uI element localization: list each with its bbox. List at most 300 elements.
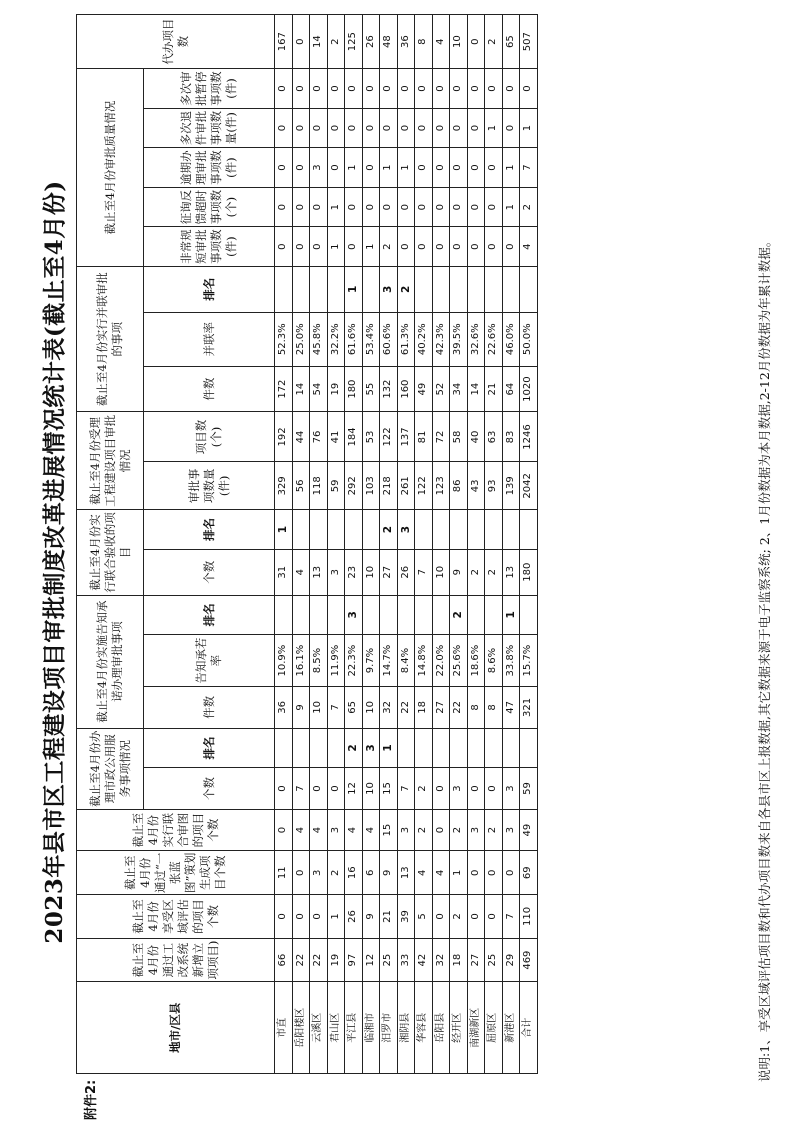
cell-par-rank [502,266,520,312]
cell-par-rank [415,266,433,312]
cell-projects: 53 [362,412,380,462]
cell-regional: 110 [520,895,538,939]
header-joint-review: 截止至4月份实行联合审图的项目个数 [77,809,275,851]
header-utility-group: 截止至4月份办理市政公用服务事项情况 [77,728,144,809]
cell-u-rank [485,728,503,768]
header-parallel-rank: 排名 [144,266,275,312]
cell-u-rank [327,728,345,768]
cell-p-rate: 15.7% [520,635,538,687]
cell-new: 29 [502,938,520,982]
header-quality-group: 截止至4月份审批质量情况 [77,69,144,267]
cell-p-cnt: 10 [310,687,328,729]
cell-regional: 7 [502,895,520,939]
cell-p-rank [362,595,380,635]
cell-blueprint: 13 [397,851,415,895]
header-regional-eval: 截止至4月份享受区域评估的项目个数 [77,895,275,939]
cell-par-rate: 39.5% [450,312,468,366]
cell-u-cnt: 15 [380,768,398,810]
cell-projects: 137 [397,412,415,462]
table-row [327,15,345,1074]
table-row [292,15,310,1074]
cell-u-cnt: 3 [450,768,468,810]
cell-regional: 39 [397,895,415,939]
header-acceptance-group: 截止至4月份实行联合验收的项目 [77,510,144,595]
cell-items: 59 [327,462,345,510]
cell-a-cnt: 27 [380,549,398,595]
cell-new: 25 [380,938,398,982]
cell-agency: 2 [327,15,345,69]
cell-q1: 0 [415,227,433,267]
cell-par-rank [327,266,345,312]
cell-par-cnt: 52 [432,366,450,412]
cell-p-cnt: 27 [432,687,450,729]
cell-q2: 2 [520,187,538,227]
cell-q3: 0 [485,148,503,188]
cell-a-cnt: 2 [467,549,485,595]
cell-joint: 2 [415,809,433,851]
cell-q3: 1 [380,148,398,188]
cell-a-rank: 1 [275,510,293,550]
cell-p-rate: 14.8% [415,635,433,687]
cell-q4: 0 [467,108,485,148]
cell-par-rank [362,266,380,312]
cell-regional: 26 [345,895,363,939]
cell-p-rate: 18.6% [467,635,485,687]
cell-q5: 0 [310,69,328,109]
cell-p-rank [415,595,433,635]
page-title: 2023年县市区工程建设项目审批制度改革进展情况统计表(截止至4月份) [41,180,68,944]
cell-par-rank: 3 [380,266,398,312]
cell-u-rank [520,728,538,768]
cell-u-rank [310,728,328,768]
cell-par-rank [292,266,310,312]
cell-a-rank [345,510,363,550]
cell-q4: 0 [432,108,450,148]
header-accepted-group: 截止至4月份受理工程建设项目审批情况 [77,412,144,510]
cell-joint: 4 [345,809,363,851]
cell-q1: 0 [450,227,468,267]
cell-items: 122 [415,462,433,510]
cell-a-rank [327,510,345,550]
cell-p-rank [380,595,398,635]
cell-par-rate: 61.3% [397,312,415,366]
cell-u-cnt: 12 [345,768,363,810]
table-row [485,15,503,1074]
cell-blueprint: 0 [467,851,485,895]
cell-area: 新港区 [502,982,520,1074]
cell-q1: 0 [502,227,520,267]
cell-new: 42 [415,938,433,982]
cell-par-cnt: 34 [450,366,468,412]
cell-area: 南湖新区 [467,982,485,1074]
cell-p-cnt: 8 [485,687,503,729]
cell-q4: 0 [450,108,468,148]
cell-projects: 40 [467,412,485,462]
cell-q2: 1 [502,187,520,227]
cell-q2: 0 [450,187,468,227]
cell-a-rank [432,510,450,550]
cell-joint: 2 [450,809,468,851]
cell-par-rate: 25.0% [292,312,310,366]
cell-agency: 10 [450,15,468,69]
cell-par-rate: 32.6% [467,312,485,366]
cell-u-cnt: 7 [397,768,415,810]
cell-par-rate: 42.3% [432,312,450,366]
cell-q4: 0 [380,108,398,148]
cell-q4: 1 [485,108,503,148]
cell-p-rate: 22.3% [345,635,363,687]
cell-new: 27 [467,938,485,982]
header-parallel-group: 截止至4月份实行并联审批的事项 [77,266,144,412]
header-new-projects: 截止至4月份通过工改系统新增立项项目) [77,938,275,982]
cell-q2: 0 [485,187,503,227]
header-accepted-items: 审批事项数量(件) [144,462,275,510]
cell-p-cnt: 47 [502,687,520,729]
cell-items: 329 [275,462,293,510]
cell-par-cnt: 55 [362,366,380,412]
cell-projects: 81 [415,412,433,462]
table-body [275,15,538,1074]
cell-p-cnt: 9 [292,687,310,729]
cell-regional: 0 [292,895,310,939]
cell-items: 261 [397,462,415,510]
cell-q2: 1 [327,187,345,227]
cell-regional: 9 [362,895,380,939]
cell-items: 123 [432,462,450,510]
cell-p-cnt: 32 [380,687,398,729]
cell-new: 33 [397,938,415,982]
cell-projects: 58 [450,412,468,462]
cell-par-rate: 45.8% [310,312,328,366]
cell-a-cnt: 180 [520,549,538,595]
cell-par-rate: 60.6% [380,312,398,366]
header-acceptance-rank: 排名 [144,510,275,550]
cell-p-rate: 16.1% [292,635,310,687]
cell-area: 云溪区 [310,982,328,1074]
cell-p-cnt: 36 [275,687,293,729]
cell-par-cnt: 160 [397,366,415,412]
cell-new: 22 [292,938,310,982]
cell-q1: 0 [292,227,310,267]
cell-items: 43 [467,462,485,510]
cell-q5: 0 [502,69,520,109]
cell-new: 18 [450,938,468,982]
cell-q1: 1 [362,227,380,267]
table-row [310,15,328,1074]
cell-blueprint: 69 [520,851,538,895]
header-q-overdue-process: 逾期办理审批事项数(件) [144,148,275,188]
header-q-suspended: 多次审批暂停事项数(件) [144,69,275,109]
header-accepted-projects: 项目数(个) [144,412,275,462]
cell-par-cnt: 64 [502,366,520,412]
cell-q1: 0 [397,227,415,267]
cell-agency: 2 [485,15,503,69]
cell-q5: 0 [275,69,293,109]
cell-projects: 83 [502,412,520,462]
cell-q2: 0 [380,187,398,227]
cell-u-cnt: 0 [327,768,345,810]
cell-q4: 0 [345,108,363,148]
cell-p-rate: 33.8% [502,635,520,687]
cell-p-rank [520,595,538,635]
cell-regional: 0 [485,895,503,939]
cell-area: 合计 [520,982,538,1074]
cell-blueprint: 4 [415,851,433,895]
header-parallel-count: 件数 [144,366,275,412]
cell-u-rank [275,728,293,768]
cell-projects: 192 [275,412,293,462]
header-area: 地市/区县 [77,982,275,1074]
table-row [380,15,398,1074]
cell-q3: 0 [292,148,310,188]
cell-q3: 1 [345,148,363,188]
cell-projects: 44 [292,412,310,462]
cell-par-rate: 46.0% [502,312,520,366]
cell-u-cnt: 0 [432,768,450,810]
cell-new: 66 [275,938,293,982]
cell-par-rank [485,266,503,312]
cell-par-rate: 50.0% [520,312,538,366]
cell-q3: 0 [362,148,380,188]
header-promise-rate: 告知承若率 [144,635,275,687]
cell-projects: 184 [345,412,363,462]
cell-a-rank: 3 [397,510,415,550]
cell-par-rate: 53.4% [362,312,380,366]
statistics-table [76,14,538,1074]
cell-par-cnt: 14 [292,366,310,412]
cell-u-rank: 2 [345,728,363,768]
cell-u-rank [415,728,433,768]
cell-a-rank [292,510,310,550]
cell-q2: 0 [345,187,363,227]
cell-p-rank [310,595,328,635]
cell-p-cnt: 22 [450,687,468,729]
cell-a-rank [362,510,380,550]
cell-p-rate: 9.7% [362,635,380,687]
cell-area: 平江县 [345,982,363,1074]
cell-q1: 0 [310,227,328,267]
cell-par-rate: 22.6% [485,312,503,366]
cell-q1: 0 [432,227,450,267]
cell-a-cnt: 9 [450,549,468,595]
table-row [345,15,363,1074]
cell-regional: 5 [415,895,433,939]
cell-par-cnt: 1020 [520,366,538,412]
cell-area: 汨罗市 [380,982,398,1074]
cell-q5: 0 [432,69,450,109]
cell-q3: 0 [450,148,468,188]
cell-u-cnt: 7 [292,768,310,810]
cell-new: 22 [310,938,328,982]
cell-q1: 2 [380,227,398,267]
cell-u-cnt: 0 [485,768,503,810]
cell-q4: 0 [362,108,380,148]
cell-agency: 36 [397,15,415,69]
cell-agency: 65 [502,15,520,69]
cell-a-cnt: 10 [362,549,380,595]
cell-regional: 21 [380,895,398,939]
cell-projects: 63 [485,412,503,462]
cell-blueprint: 4 [432,851,450,895]
cell-p-rank: 1 [502,595,520,635]
cell-q3: 0 [432,148,450,188]
cell-items: 139 [502,462,520,510]
cell-u-cnt: 10 [362,768,380,810]
cell-joint: 4 [362,809,380,851]
cell-agency: 14 [310,15,328,69]
cell-new: 19 [327,938,345,982]
cell-p-rate: 10.9% [275,635,293,687]
cell-p-rank [485,595,503,635]
cell-items: 292 [345,462,363,510]
cell-q4: 0 [292,108,310,148]
cell-agency: 26 [362,15,380,69]
header-utility-rank: 排名 [144,728,275,768]
cell-blueprint: 3 [310,851,328,895]
cell-q5: 0 [345,69,363,109]
cell-q1: 1 [327,227,345,267]
cell-u-rank: 3 [362,728,380,768]
cell-blueprint: 0 [485,851,503,895]
cell-p-cnt: 8 [467,687,485,729]
cell-a-rank [485,510,503,550]
cell-items: 218 [380,462,398,510]
cell-q5: 0 [485,69,503,109]
cell-q3: 3 [310,148,328,188]
header-q-overdue-feedback: 征询反馈超时事项数(个) [144,187,275,227]
cell-blueprint: 16 [345,851,363,895]
cell-p-cnt: 10 [362,687,380,729]
cell-q4: 0 [397,108,415,148]
cell-u-rank [432,728,450,768]
cell-p-rate: 8.5% [310,635,328,687]
cell-items: 86 [450,462,468,510]
header-promise-count: 件数 [144,687,275,729]
cell-items: 56 [292,462,310,510]
cell-a-cnt: 7 [415,549,433,595]
cell-a-rank [520,510,538,550]
cell-par-rank: 2 [397,266,415,312]
cell-area: 湘阴县 [397,982,415,1074]
cell-q4: 0 [415,108,433,148]
cell-regional: 2 [450,895,468,939]
cell-q5: 0 [450,69,468,109]
cell-q1: 0 [345,227,363,267]
cell-p-rank [397,595,415,635]
cell-q5: 0 [362,69,380,109]
cell-regional: 1 [327,895,345,939]
cell-joint: 4 [292,809,310,851]
cell-blueprint: 2 [327,851,345,895]
cell-area: 市直 [275,982,293,1074]
cell-p-rate: 22.0% [432,635,450,687]
cell-par-cnt: 54 [310,366,328,412]
cell-q3: 1 [502,148,520,188]
cell-par-rank [467,266,485,312]
cell-q5: 0 [380,69,398,109]
cell-u-cnt: 2 [415,768,433,810]
cell-p-rank [327,595,345,635]
cell-area: 君山区 [327,982,345,1074]
cell-q4: 1 [520,108,538,148]
cell-p-rate: 8.4% [397,635,415,687]
cell-q3: 0 [415,148,433,188]
table-row [397,15,415,1074]
cell-q1: 4 [520,227,538,267]
cell-blueprint: 9 [380,851,398,895]
table-row [467,15,485,1074]
cell-p-rank: 2 [450,595,468,635]
cell-p-cnt: 18 [415,687,433,729]
cell-area: 经开区 [450,982,468,1074]
cell-projects: 1246 [520,412,538,462]
cell-area: 华容县 [415,982,433,1074]
cell-par-cnt: 21 [485,366,503,412]
cell-q4: 0 [502,108,520,148]
cell-p-cnt: 22 [397,687,415,729]
cell-agency: 0 [292,15,310,69]
header-agency: 代办项目数 [77,15,275,69]
header-parallel-rate: 并联率 [144,312,275,366]
cell-q2: 0 [432,187,450,227]
cell-par-cnt: 180 [345,366,363,412]
cell-q1: 0 [275,227,293,267]
header-q-abnormal: 非常规短审批事项数(件) [144,227,275,267]
table-row [275,15,293,1074]
cell-u-cnt: 3 [502,768,520,810]
table-row [520,15,538,1074]
table-row [362,15,380,1074]
cell-par-rate: 40.2% [415,312,433,366]
cell-items: 118 [310,462,328,510]
cell-blueprint: 11 [275,851,293,895]
cell-projects: 41 [327,412,345,462]
header-promise-rank: 排名 [144,595,275,635]
cell-par-rate: 32.2% [327,312,345,366]
cell-area: 屈原区 [485,982,503,1074]
cell-p-rank: 3 [345,595,363,635]
cell-new: 97 [345,938,363,982]
cell-a-rank [310,510,328,550]
cell-blueprint: 0 [502,851,520,895]
cell-items: 93 [485,462,503,510]
cell-p-cnt: 65 [345,687,363,729]
cell-u-rank [467,728,485,768]
cell-q4: 0 [310,108,328,148]
cell-p-rate: 8.6% [485,635,503,687]
cell-p-rank [467,595,485,635]
cell-par-rank: 1 [345,266,363,312]
cell-a-cnt: 4 [292,549,310,595]
cell-q3: 0 [467,148,485,188]
cell-a-rank: 2 [380,510,398,550]
cell-par-rank [450,266,468,312]
cell-regional: 0 [467,895,485,939]
cell-agency: 507 [520,15,538,69]
cell-q5: 0 [397,69,415,109]
cell-joint: 4 [310,809,328,851]
cell-new: 25 [485,938,503,982]
cell-new: 32 [432,938,450,982]
cell-new: 12 [362,938,380,982]
cell-q5: 0 [520,69,538,109]
cell-q3: 1 [397,148,415,188]
footnote: 说明:1、享受区域评估项目数和代办项目数来自各县市区上报数据,其它数据来源于电子监察系统; 2、1月份数据为本月数据,2-12月份数据为年累计数据。 [757,234,772,1082]
cell-agency: 125 [345,15,363,69]
cell-new: 469 [520,938,538,982]
table-row [450,15,468,1074]
cell-joint: 3 [467,809,485,851]
